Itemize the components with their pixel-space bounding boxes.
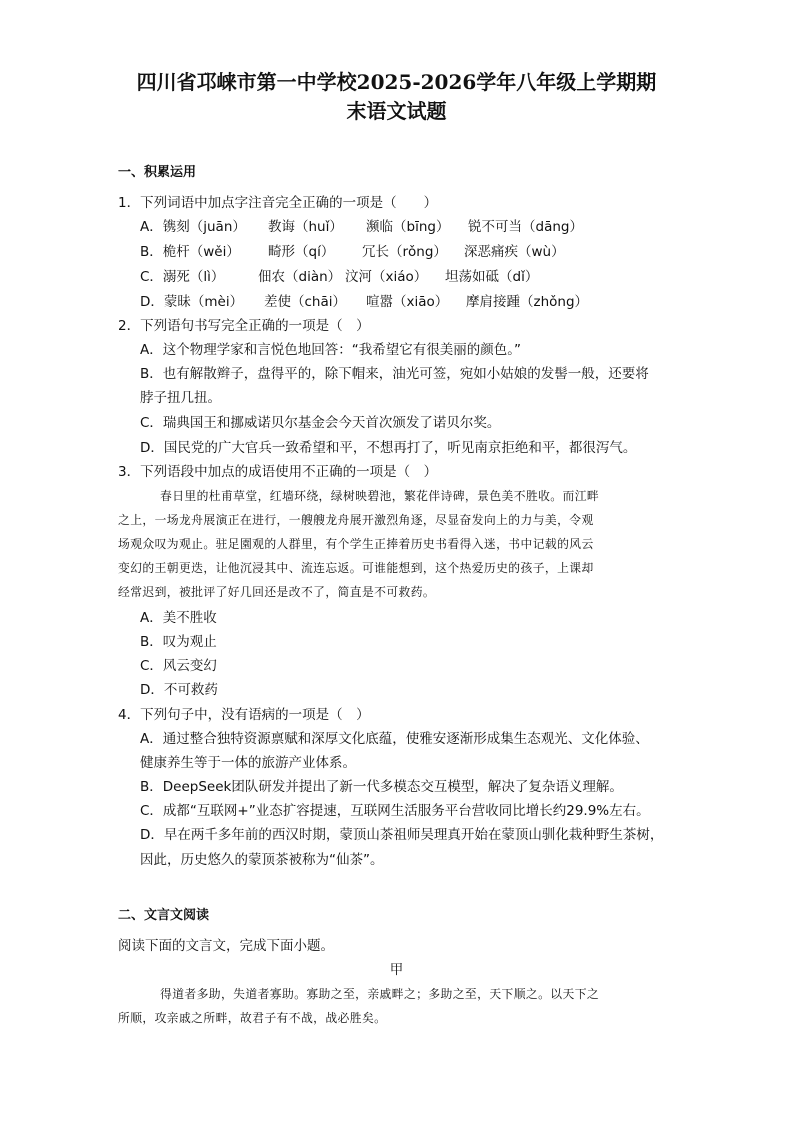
q1-option-d-1: D．蒙昧（mèi）: [140, 294, 244, 310]
classical-text-line: 得道者多助，失道者寡助。寡助之至，亲戚畔之；多助之至，天下顺之。以天下之: [160, 987, 600, 1001]
q1-option-b-1: B．桅杆（wěi）: [140, 244, 240, 260]
q3-option-a: A．美不胜收: [140, 610, 217, 626]
q3-option-d: D．不可救药: [140, 682, 218, 698]
document-title-line-1: 四川省邛崃市第一中学校2025-2026学年八年级上学期期: [136, 70, 657, 94]
classical-intro: 阅读下面的文言文，完成下面小题。: [118, 938, 334, 954]
q3-passage-line: 场观众叹为观止。驻足園观的人群里，有个学生正捧着历史书看得入迷，书中记载的风云: [118, 537, 594, 551]
q1-option-b-4: 深恶痛疾（wù）: [464, 244, 565, 260]
q4-option-a-line-2: 健康养生等于一体的旅游产业体系。: [140, 755, 356, 771]
q1-option-a-1: A．镌刻（juān）: [140, 219, 246, 235]
q1-option-d-2: 差使（chāi）: [264, 294, 347, 310]
q1-option-c-3: 汶河（xiáo）: [345, 269, 428, 285]
question-3-stem: 3．下列语段中加点的成语使用不正确的一项是（ ）: [118, 464, 438, 480]
q1-option-d-4: 摩肩接踵（zhǒng）: [466, 294, 589, 310]
question-4-stem: 4．下列句子中，没有语病的一项是（ ）: [118, 707, 370, 723]
question-2-stem: 2．下列语句书写完全正确的一项是（ ）: [118, 318, 370, 334]
q1-option-b-2: 畸形（qí）: [268, 244, 335, 260]
q3-option-b: B．叹为观止: [140, 634, 217, 650]
q4-option-d-line-2: 因此，历史悠久的蒙顶茶被称为“仙茶”。: [140, 852, 384, 868]
q3-passage-line: 变幻的王朝更迭，让他沉浸其中、流连忘返。可谁能想到，这个热爱历史的孩子，上课却: [118, 561, 594, 575]
q2-option-a: A．这个物理学家和言悦色地回答：“我希望它有很美丽的颜色。”: [140, 342, 521, 358]
q1-option-a-4: 锐不可当（dāng）: [468, 219, 583, 235]
classical-text-label: 甲: [389, 962, 404, 978]
q3-passage-line: 之上，一场龙舟展演正在进行，一艘艘龙舟展开激烈角逐，尽显奋发向上的力与美，令观: [118, 513, 594, 527]
q1-option-a-2: 教诲（huǐ）: [268, 219, 343, 235]
q4-option-d-line-1: D．早在两千多年前的西汉时期，蒙顶山茶祖师吴理真开始在蒙顶山驯化栽种野生茶树，: [140, 827, 664, 843]
question-1-stem: 1．下列词语中加点字注音完全正确的一项是（ ）: [118, 195, 438, 211]
q1-option-c-2: 佃农（diàn）: [258, 269, 342, 285]
q4-option-b: B．DeepSeek团队研发并提出了新一代多模态交互模型，解决了复杂语义理解。: [140, 779, 623, 795]
q2-option-d: D．国民党的广大官兵一致希望和平，不想再打了，听见南京拒绝和平，都很泻气。: [140, 440, 637, 456]
q1-option-b-3: 冗长（rǒng）: [362, 244, 447, 260]
document-title-line-2: 末语文试题: [346, 99, 447, 123]
q1-option-c-1: C．溺死（lì）: [140, 269, 225, 285]
classical-text-line: 所顺，攻亲戚之所畔，故君子有不战，战必胜矣。: [118, 1011, 387, 1025]
q2-option-b-line-2: 脖子扭几扭。: [140, 390, 221, 406]
q1-option-c-4: 坦荡如砥（dǐ）: [445, 269, 539, 285]
section-heading-1: 一、积累运用: [118, 165, 197, 180]
q4-option-a-line-1: A．通过整合独特资源禀赋和深厚文化底蕴，使雅安逐渐形成集生态观光、文化体验、: [140, 731, 649, 747]
q3-option-c: C．风云变幻: [140, 658, 217, 674]
q2-option-c: C．瑞典国王和挪威诺贝尔基金会今天首次颁发了诺贝尔奖。: [140, 415, 501, 431]
section-heading-2: 二、文言文阅读: [118, 908, 210, 923]
q4-option-c: C．成都“互联网+”业态扩容提速，互联网生活服务平台营收同比增长约29.9%左右。: [140, 803, 650, 819]
q3-passage-line: 春日里的杜甫草堂，红墙环绕，绿树映碧池，繁花伴诗碑，景色美不胜收。而江畔: [160, 489, 600, 503]
q3-passage-line: 经常迟到，被批评了好几回还是改不了，简直是不可救药。: [118, 585, 436, 599]
q1-option-a-3: 濒临（bīng）: [366, 219, 450, 235]
q1-option-d-3: 喧嚣（xiāo）: [366, 294, 449, 310]
q2-option-b-line-1: B．也有解散辫子，盘得平的，除下帽来，油光可签，宛如小姑娘的发髻一般，还要将: [140, 366, 649, 382]
